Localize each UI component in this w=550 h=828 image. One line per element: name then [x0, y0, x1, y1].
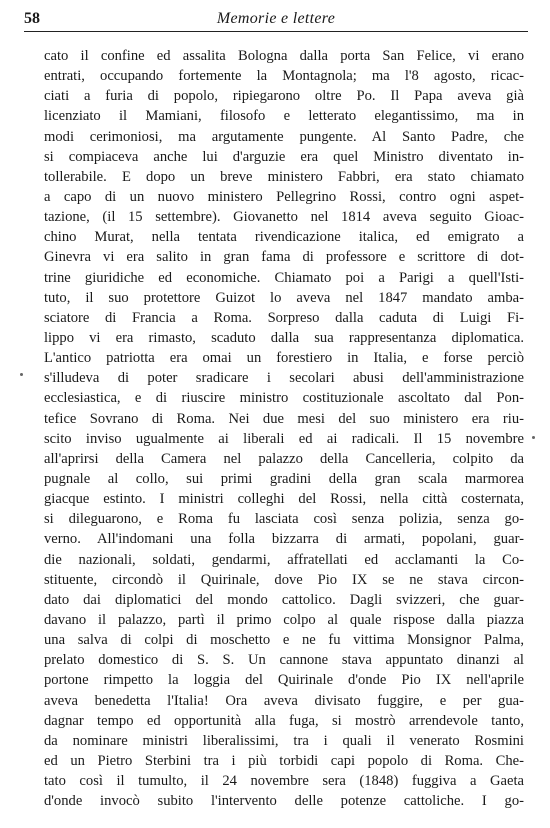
text-line: trine giuridiche ed economiche. Chiamato poi a Parigi a quell'Isti-	[44, 269, 524, 286]
text-line: tazione, (il 15 settembre). Giovanetto nel 1814 aveva seguito Gioac-	[44, 209, 524, 226]
running-title: Memorie e lettere	[216, 10, 336, 27]
text-line: licenziato il Mamiani, filosofo e letterato elegantissimo, ma in	[44, 108, 524, 125]
text-line: tollerabile. E dopo un breve ministero Fabbri, era stato chiamato	[44, 168, 524, 185]
text-line: prelato domestico di S. S. Un cannone stava appuntato dinanzi al	[44, 652, 524, 669]
text-line: dagnar tempo ed opportunità alla fuga, si mostrò arrendevole tanto,	[44, 712, 524, 729]
text-line: portone rimpetto la loggia del Quirinale d'onde Pio IX nell'aprile	[44, 672, 524, 689]
text-line: chino Murat, nella tentata rivendicazione italica, ed emigrato a	[44, 229, 524, 246]
text-line: ciati a furia di popolo, ripiegarono oltre Po. Il Papa aveva già	[44, 88, 524, 105]
text-line: modi cerimoniosi, ma argutamente pungente. Al Santo Padre, che	[44, 128, 524, 145]
text-line: tuto, il suo protettore Guizot lo aveva nel 1847 mandato amba-	[44, 289, 524, 306]
text-line: die nazionali, soldati, gendarmi, affratellati ed acclamanti la Co-	[44, 551, 524, 568]
text-line: dato dai diplomatici del mondo cattolico. Dagli svizzeri, che guar-	[44, 591, 524, 608]
margin-mark	[20, 373, 23, 376]
text-line: scito inviso ugualmente ai liberali ed ai radicali. Il 15 novembre	[44, 430, 524, 447]
text-line: si dileguarono, e Roma fu lasciata così senza polizia, senza go-	[44, 511, 524, 528]
text-line: d'onde invocò subito l'intervento delle potenze cattoliche. I go-	[44, 793, 524, 810]
text-line: all'aprirsi della Camera nel palazzo della Cancelleria, colpito da	[44, 450, 524, 467]
text-line: davano il palazzo, partì il primo colpo al quale rispose dalla piazza	[44, 611, 524, 628]
body-text	[44, 46, 524, 811]
margin-mark	[532, 436, 535, 439]
text-line: giacque estinto. I ministri colleghi del Rossi, nella città costernata,	[44, 491, 524, 508]
text-line: verno. All'indomani una folla bizzarra di armati, popolani, guar-	[44, 531, 524, 548]
page-number: 58	[24, 10, 40, 27]
text-line: s'illudeva di poter sradicare i secolari abusi dell'amministrazione	[44, 370, 524, 387]
text-line: ed un Pietro Sterbini tra i più torbidi capi popolo di Roma. Che-	[44, 752, 524, 769]
page-header	[24, 9, 528, 32]
text-line: una salva di colpi di moschetto e ne fu vittima Monsignor Palma,	[44, 632, 524, 649]
text-line: lippo vi era rimasto, scaduto dalla sua rappresentanza diplomatica.	[44, 329, 524, 346]
text-line: si compiaceva anche lui d'arguzie era quel Ministro diventato in-	[44, 148, 524, 165]
text-line: cato il confine ed assalita Bologna dalla porta San Felice, vi erano	[44, 48, 524, 64]
text-line: entrati, occupando fortemente la Montagnola; ma l'8 agosto, ricac-	[44, 68, 524, 85]
text-line: Ginevra vi era salito in gran fama di professore e scrittore di dot-	[44, 249, 524, 266]
text-line: ecclesiastica, e di riuscire ministro costituzionale ascoltato dal Pon-	[44, 390, 524, 407]
text-line: tato così il tumulto, il 24 novembre sera (1848) fuggiva a Gaeta	[44, 773, 524, 790]
text-line: da nominare ministri liberalissimi, tra i quali il venerato Rosmini	[44, 732, 524, 749]
text-line: pugnale al collo, sui primi gradini della gran scala marmorea	[44, 470, 524, 487]
text-line: stituente, circondò il Quirinale, dove Pio IX se ne stava circon-	[44, 571, 524, 588]
text-line: a capo di un nuovo ministero Pellegrino Rossi, contro ogni aspet-	[44, 188, 524, 205]
text-line: aveva benedetta l'Italia! Ora aveva divisato fuggire, e per gua-	[44, 692, 524, 709]
text-line: sciatore di Francia a Roma. Sorpreso dalla caduta di Luigi Fi-	[44, 309, 524, 326]
text-line: L'antico patriotta era omai un forestiero in Italia, e forse perciò	[44, 350, 524, 367]
text-line: tefice Sovrano di Roma. Nei due mesi del suo ministero era riu-	[44, 410, 524, 427]
